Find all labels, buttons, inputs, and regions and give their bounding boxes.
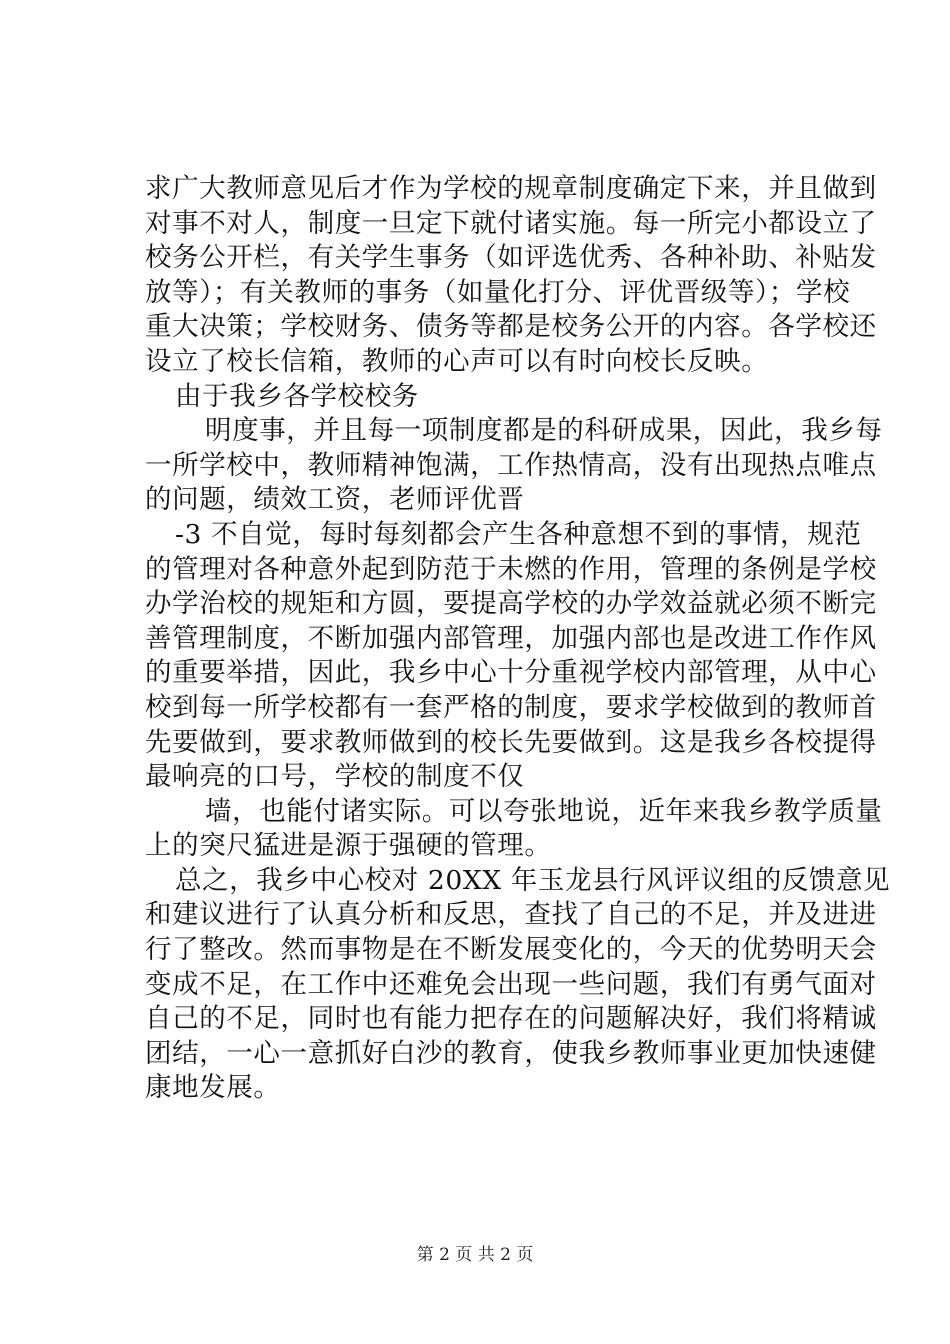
text-line: 明度事，并且每一项制度都是的科研成果，因此，我乡每 (205, 415, 883, 447)
text-line: 总之，我乡中心校对 20XX 年玉龙县行风评议组的反馈意见 (175, 864, 891, 896)
text-line: 对事不对人，制度一旦定下就付诸实施。每一所完小都设立了 (145, 207, 877, 239)
text-line: 康地发展。 (145, 1072, 281, 1104)
text-line: 校务公开栏，有关学生事务（如评选优秀、各种补助、补贴发 (145, 242, 877, 274)
text-line: 设立了校长信箱，教师的心声可以有时向校长反映。 (145, 345, 769, 377)
text-line: 的重要举措，因此，我乡中心十分重视学校内部管理，从中心 (145, 657, 877, 689)
text-line: 善管理制度，不断加强内部管理，加强内部也是改进工作作风 (145, 622, 877, 654)
text-line: 和建议进行了认真分析和反思，查找了自己的不足，并及进进 (145, 899, 877, 931)
text-line: 的问题，绩效工资，老师评优晋 (145, 484, 525, 516)
document-body (145, 172, 891, 1106)
text-line: 变成不足，在工作中还难免会出现一些问题，我们有勇气面对 (145, 968, 877, 1000)
text-line: 由于我乡各学校校务 (175, 380, 419, 412)
text-line: 校到每一所学校都有一套严格的制度，要求学校做到的教师首 (145, 691, 877, 723)
text-line: 的管理对各种意外起到防范于未燃的作用，管理的条例是学校 (145, 553, 877, 585)
text-line: 最响亮的口号，学校的制度不仅 (145, 761, 525, 793)
text-line: 求广大教师意见后才作为学校的规章制度确定下来，并且做到 (145, 173, 877, 204)
text-line: 墙，也能付诸实际。可以夸张地说，近年来我乡教学质量 (205, 795, 883, 827)
text-line: 行了整改。然而事物是在不断发展变化的，今天的优势明天会 (145, 934, 877, 966)
text-line: 一所学校中，教师精神饱满，工作热情高，没有出现热点唯点 (145, 449, 877, 481)
text-line: 自己的不足，同时也有能力把存在的问题解决好，我们将精诚 (145, 1003, 877, 1035)
text-line: 重大决策；学校财务、债务等都是校务公开的内容。各学校还 (145, 311, 877, 343)
text-line: 上的突尺猛进是源于强硬的管理。 (145, 830, 552, 862)
text-line: 先要做到，要求教师做到的校长先要做到。这是我乡各校提得 (145, 726, 877, 758)
text-line: -3 不自觉，每时每刻都会产生各种意想不到的事情，规范 (175, 518, 862, 550)
text-line: 办学治校的规矩和方圆，要提高学校的办学效益就必须不断完 (145, 588, 877, 620)
page-number-footer: 第 2 页 共 2 页 (416, 1245, 534, 1265)
text-line: 团结，一心一意抓好白沙的教育，使我乡教师事业更加快速健 (145, 1037, 877, 1069)
text-line: 放等）；有关教师的事务（如量化打分、评优晋级等）；学校 (145, 276, 851, 308)
